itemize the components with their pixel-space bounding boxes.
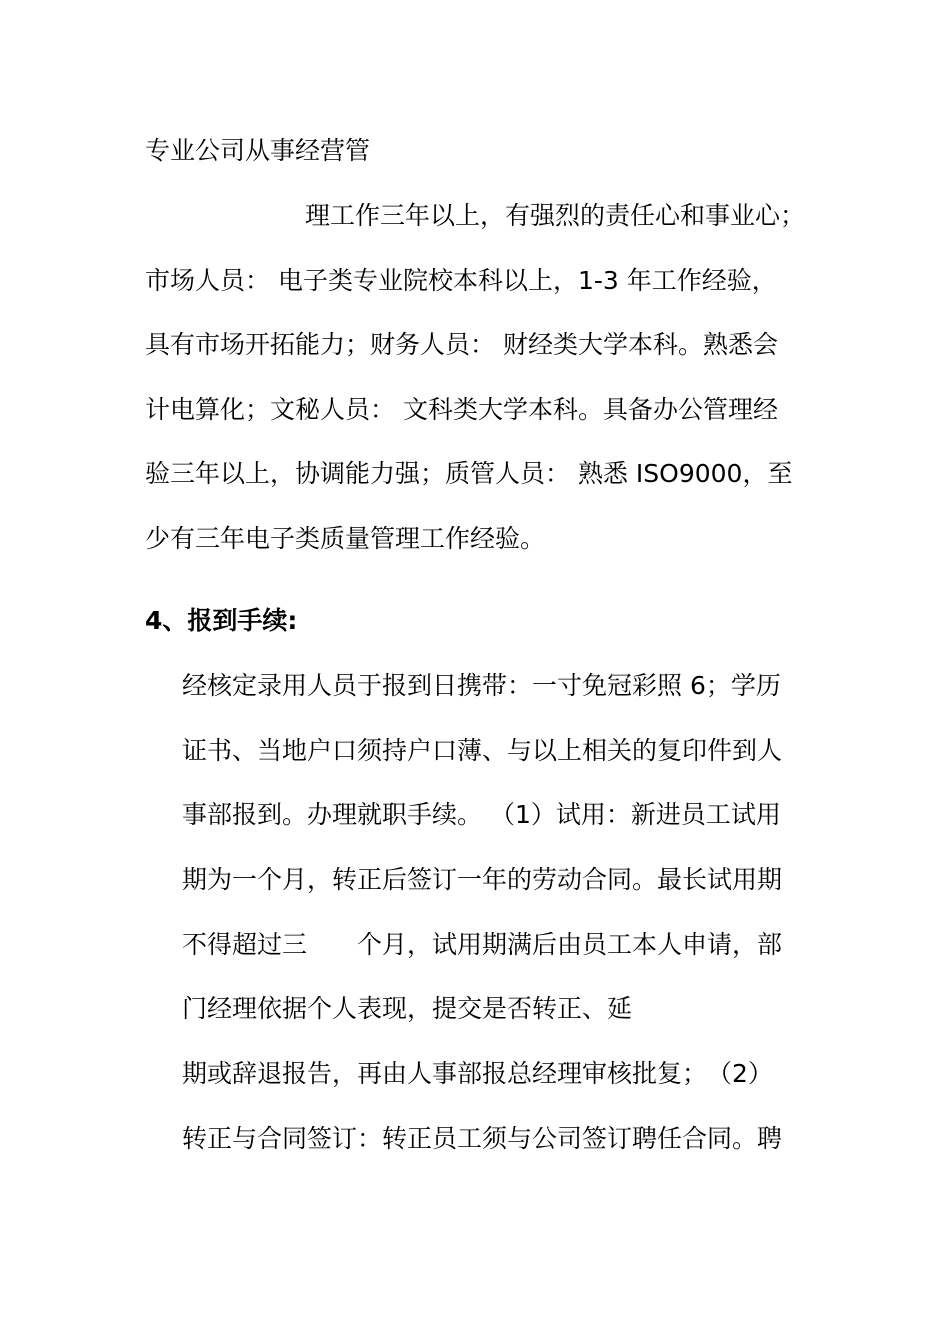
- paragraph-line: 具有市场开拓能力；财务人员： 财经类大学本科。熟悉会: [145, 330, 778, 359]
- paragraph-line: 事部报到。办理就职手续。 （1）试用：新进员工试用: [182, 800, 781, 829]
- paragraph-line: 理工作三年以上，有强烈的责任心和事业心；: [305, 201, 806, 230]
- paragraph-line: 验三年以上，协调能力强；质管人员： 熟悉 ISO9000，至: [145, 459, 793, 488]
- paragraph-line: 市场人员： 电子类专业院校本科以上，1-3 年工作经验，: [145, 266, 777, 295]
- paragraph-line: 证书、当地户口须持户口薄、与以上相关的复印件到人: [182, 736, 783, 765]
- paragraph-line: 期或辞退报告，再由人事部报总经理审核批复； （2）: [182, 1059, 773, 1088]
- paragraph-line: 经核定录用人员于报到日携带：一寸免冠彩照 6；学历: [182, 671, 781, 700]
- section-heading: 4、报到手续:: [145, 606, 298, 635]
- paragraph-line: 期为一个月，转正后签订一年的劳动合同。最长试用期: [182, 865, 783, 894]
- paragraph-line: 门经理依据个人表现，提交是否转正、延: [182, 994, 633, 1023]
- paragraph-line: 转正与合同签订：转正员工须与公司签订聘任合同。聘: [182, 1124, 783, 1153]
- paragraph-line: 专业公司从事经营管: [145, 136, 371, 165]
- paragraph-line: 计电算化；文秘人员： 文科类大学本科。具备办公管理经: [145, 395, 778, 424]
- paragraph-line: 不得超过三 个月，试用期满后由员工本人申请，部: [182, 930, 783, 959]
- paragraph-line: 少有三年电子类质量管理工作经验。: [145, 524, 546, 553]
